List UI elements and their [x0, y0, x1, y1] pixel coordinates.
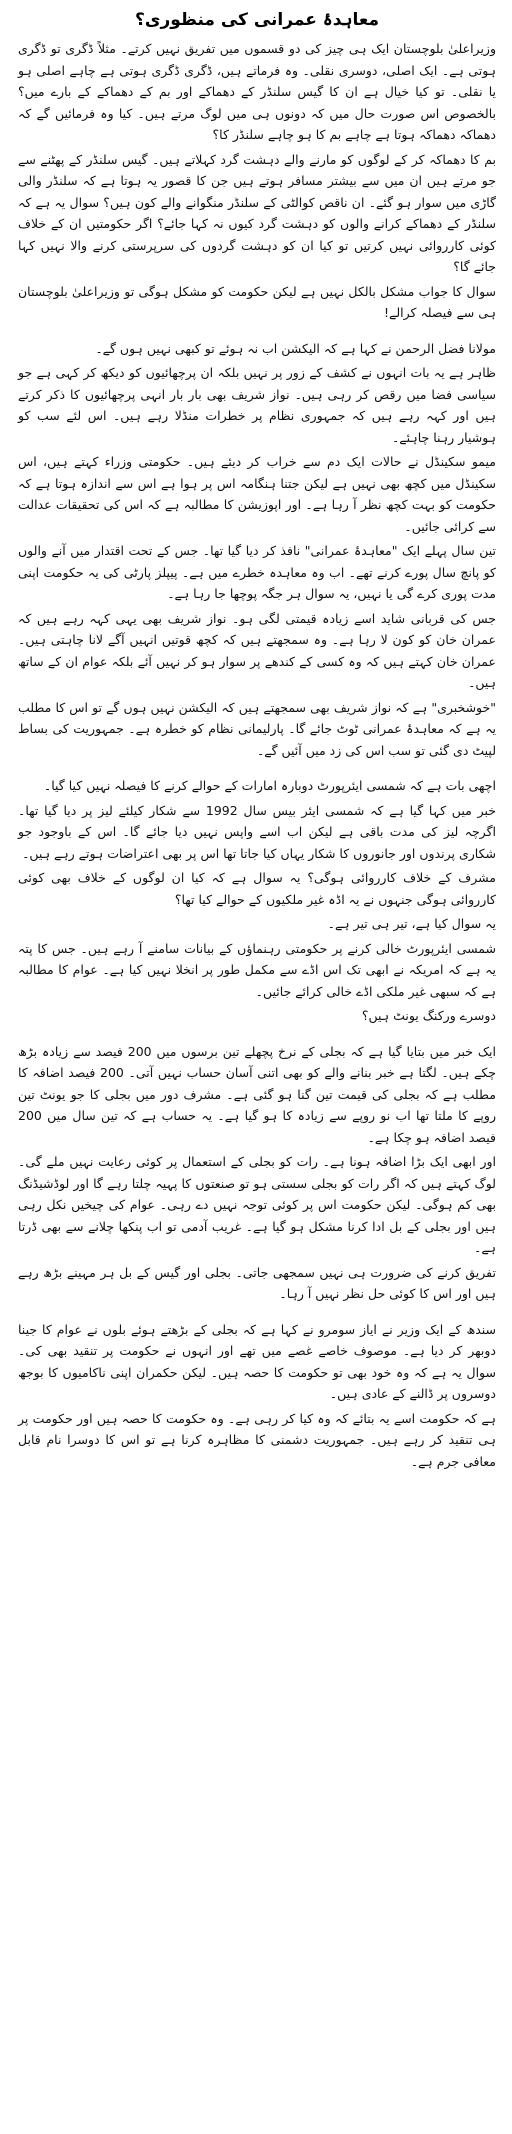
paragraph: ہے کہ حکومت اسے یہ بتائے کہ وہ کیا کر رہی ہے۔ وہ حکومت کا حصہ ہیں اور حکومت پر ہی تنقید کر رہے ہیں۔ جمہوریت دشمنی کا مظاہرہ کرنا ہے تو اس کا دوسرا نام قابل معافی جرم ہے۔: [18, 1410, 496, 1469]
paragraph: ظاہر ہے یہ بات انہوں نے کشف کے زور پر نہیں بلکہ ان پرچھائیوں کو دیکھ کر کہی ہے جو سیاسی فضا میں رقص کر رہی ہیں۔ نواز شریف بھی بار بار انہی پرچھائیوں کا ذکر کرتے ہیں اور کہہ رہے ہیں کہ جمہوری نظام پر خطرات منڈلا رہے ہیں۔ اس لئے سب کو ہوشیار رہنا چاہئے۔: [18, 365, 496, 445]
paragraph: مولانا فضل الرحمن نے کہا ہے کہ الیکشن اب نہ ہوئے تو کبھی نہیں ہوں گے۔: [95, 340, 496, 356]
paragraph: خبر میں کہا گیا ہے کہ شمسی ایئر بیس سال 1992 سے شکار کیلئے لیز پر دیا گیا تھا۔ اگرچہ لیز کی مدت باقی ہے لیکن اب اسے واپس نہیں دیا جائے گا۔ اس کے باوجود جو شکاری پرندوں اور جانوروں کا شکار یہاں کیا جاتا تھا اس پر بھی اعتراضات ہوتے رہے ہیں۔: [18, 802, 496, 861]
section-balochistan: [18, 38, 496, 324]
paragraph: اچھی بات ہے کہ شمسی ایئرپورٹ دوبارہ امارات کے حوالے کرنے کا فیصلہ نہیں کیا گیا۔: [43, 778, 496, 793]
paragraph: میمو سکینڈل نے حالات ایک دم سے خراب کر دیئے ہیں۔ حکومتی وزراء کہتے ہیں، اس سکینڈل میں کچھ بھی نہیں ہے لیکن جتنا ہنگامہ اس پر ہوا ہے اس سے اندازہ ہوتا ہے کہ حکومت کو بہت کچھ نظر آ رہا ہے۔ اور اپوزیشن کا مطالبہ ہے کہ اس کی تحقیقات عدالت سے کرائی جائیں۔: [18, 454, 496, 534]
paragraph: "خوشخبری" ہے کہ نواز شریف بھی سمجھتے ہیں کہ الیکشن نہیں ہوں گے تو اس کا مطلب یہ ہے کہ معاہدۂ عمرانی ٹوٹ جائے گا۔ پارلیمانی نظام کو خطرہ ہے۔ جمہوریت کی بساط لپیٹ دی گئی تو سب اس کی زد میں آئیں گے۔: [18, 699, 496, 758]
paragraph: وزیراعلیٰ بلوچستان ایک ہی چیز کی دو قسموں میں تفریق نہیں کرتے۔ مثلاً ڈگری تو ڈگری ہوتی ہے۔ ایک اصلی، دوسری نقلی۔ وہ فرماتے ہیں، ڈگری ڈگری ہوتی ہے چاہے اصلی ہو یا نقلی۔ تو کیا خیال ہے ان کا گیس سلنڈر کے دھماکے اور بم کے دھماکے کے بارے میں؟ بالخصوص اس صورت حال میں کہ دونوں ہی میں لوگ مرتے ہیں۔ کیا وہ فرمائیں گے کہ دھماکہ دھماکہ ہوتا ہے چاہے بم کا ہو چاہے سلنڈر کا؟: [18, 41, 496, 142]
column-headline: معاہدۂ عمرانی کی منظوری؟: [135, 10, 379, 30]
paragraph: تفریق کرنے کی ضرورت ہی نہیں سمجھی جاتی۔ بجلی اور گیس کے بل ہر مہینے بڑھ رہے ہیں اور اس کا کوئی حل نظر نہیں آ رہا۔: [18, 1264, 496, 1301]
paragraph: دوسرے ورکنگ یونٹ ہیں؟: [361, 1008, 496, 1023]
paragraph: شمسی ایئرپورٹ خالی کرنے پر حکومتی رہنماؤں کے بیانات سامنے آ رہے ہیں۔ جس کا پتہ یہ ہے کہ امریکہ نے ابھی تک اس اڈے سے مکمل طور پر انخلا نہیں کیا ہے۔ عوام کا مطالبہ ہے کہ سبھی غیر ملکی اڈے خالی کرائے جائیں۔: [18, 940, 496, 999]
paragraph: مشرف کے خلاف کارروائی ہوگی؟ یہ سوال ہے کہ کیا ان لوگوں کے خلاف بھی کوئی کارروائی ہوگی جنہوں نے یہ اڈہ غیر ملکیوں کے حوالے کیا تھا؟: [18, 870, 496, 907]
paragraph: یہ سوال کیا ہے، تیر ہی تیر ہے۔: [327, 916, 496, 931]
paragraph: بم کا دھماکہ کر کے لوگوں کو مارنے والے دہشت گرد کہلاتے ہیں۔ گیس سلنڈر کے پھٹنے سے جو مرتے ہیں ان میں سے بیشتر مسافر ہوتے ہیں جن کا قصور یہ ہوتا ہے کہ سلنڈر والی گاڑی میں سوار ہو گئے۔ ان ناقص کوالٹی کے سلنڈر منگوانے والے کون ہیں؟ سوال یہ ہے کہ سلنڈر کے دھماکے کرانے والوں کو دہشت گرد کیوں نہ کہا جائے؟ اگر حکومتیں ان کے خلاف کوئی کارروائی نہیں کرتیں تو کیا ان کو دہشت گردوں کی سرپرستی کرنے والا نہیں کہا جائے گا؟: [18, 151, 496, 274]
paragraph: سوال کا جواب مشکل بالکل نہیں ہے لیکن حکومت کو مشکل ہوگی تو وزیراعلیٰ بلوچستان ہی سے فیصلہ کرالے!: [18, 283, 496, 320]
paragraph: اور ابھی ایک بڑا اضافہ ہونا ہے۔ رات کو بجلی کے استعمال پر کوئی رعایت نہیں ملے گی۔ لوگ کہتے ہیں کہ اگر رات کو بجلی سستی ہو تو صنعتوں کا پہیہ چلتا رہے گا اور لوڈشیڈنگ بھی کم ہوگی۔ لیکن حکومت اس پر کوئی توجہ نہیں دے رہی۔ عوام کی چیخیں نکل رہی ہیں اور بجلی کے بل ادا کرنا مشکل ہو گیا ہے۔ غریب آدمی تو اب پنکھا چلانے سے بھی ڈرتا ہے۔: [18, 1154, 496, 1255]
section-sindh-minister: [18, 1319, 496, 1473]
section-electricity-prices: [18, 1041, 496, 1305]
paragraph: تین سال پہلے ایک "معاہدۂ عمرانی" نافذ کر دیا گیا تھا۔ جس کے تحت اقتدار میں آنے والوں کو پانچ سال پورے کرنے تھے۔ اب وہ معاہدہ خطرے میں ہے۔ پیپلز پارٹی کی یہ حکومت اپنی مدت پوری کرے گی یا نہیں، یہ سوال ہر جگہ پوچھا جا رہا ہے۔: [18, 543, 496, 601]
section-shamsi-airbase: [18, 775, 496, 1027]
section-social-contract: [18, 338, 496, 762]
paragraph: ایک خبر میں بتایا گیا ہے کہ بجلی کے نرخ پچھلے تین برسوں میں 200 فیصد سے زیادہ بڑھ چکے ہیں۔ لگتا ہے خبر بنانے والے کو بھی اتنی آسان حساب نہیں آتی۔ 200 فیصد اضافہ کا مطلب ہے کہ بجلی کی قیمت تین گنا ہو گئی ہے۔ مشرف دور میں بجلی کا جو یونٹ تین روپے کا ملتا تھا اب نو روپے سے زیادہ کا ہو گیا ہے۔ یہ حساب ہے کہ تین سال میں 200 فیصد اضافہ ہو چکا ہے۔: [18, 1043, 496, 1145]
paragraph: جس کی قربانی شاید اسے زیادہ قیمتی لگی ہو۔ نواز شریف بھی یہی کہہ رہے ہیں کہ عمران خان کو کون لا رہا ہے۔ وہ سمجھتے ہیں کہ کچھ قوتیں انہیں آگے لانا چاہتی ہیں۔ عمران خان کہتے ہیں کہ وہ کسی کے کندھے پر سوار ہو کر نہیں آئے بلکہ عوام ان کے ساتھ ہیں۔: [18, 610, 496, 690]
paragraph: سندھ کے ایک وزیر نے ایاز سومرو نے کہا ہے کہ بجلی کے بڑھتے ہوئے بلوں نے عوام کا جینا دوبھر کر دیا ہے۔ موصوف خاصے غصے میں تھے اور انہوں نے حکومت پر تنقید بھی کی۔ سوال یہ ہے کہ وہ خود بھی تو حکومت کا حصہ ہیں۔ لیکن حکمران اپنی ناکامیوں کا بوجھ دوسروں پر ڈالنے کے عادی ہیں۔: [18, 1321, 496, 1401]
